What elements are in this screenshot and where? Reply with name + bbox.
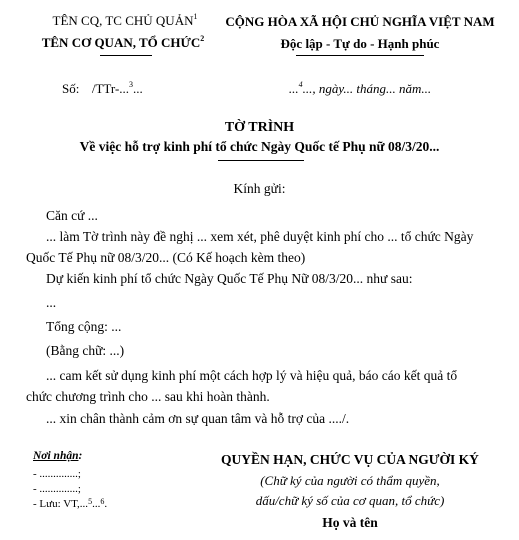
estimate-items [46, 296, 56, 310]
signer-authority [200, 453, 500, 467]
footnote-marker: 3 [129, 80, 134, 89]
thanks-text: ... xin chân thành cảm ơn sự quan tâm và hỗ trợ của ..../. [46, 411, 350, 426]
footnote-marker: 5 [88, 497, 93, 506]
recipient-item-text: - ..............; [33, 483, 81, 495]
archive-end: . [104, 498, 108, 510]
place-date-text: ..., ngày... tháng... năm... [302, 81, 432, 96]
recipients-colon: : [78, 450, 83, 462]
thanks-paragraph [46, 412, 349, 426]
in-words-text: (Bằng chữ: ...) [46, 343, 125, 358]
signature-note-2-text: dấu/chữ ký số của cơ quan, tổ chức) [255, 493, 445, 508]
footnote-marker: 1 [193, 12, 198, 21]
commit-line-2-text: chức chương trình cho ... sau khi hoàn thành. [26, 389, 270, 404]
country-name-text: CỘNG HÒA XÃ HỘI CHỦ NGHĨA VIỆT NAM [225, 14, 495, 29]
place-date-prefix: ... [288, 81, 299, 96]
estimate-paragraph [46, 272, 412, 286]
document-type-text: TỜ TRÌNH [224, 120, 295, 135]
document-subject-text: Về việc hỗ trợ kinh phí tổ chức Ngày Quốc tế Phụ nữ 08/3/20... [79, 139, 440, 154]
signature-note-2 [200, 494, 500, 507]
basis-text: Căn cứ ... [46, 208, 98, 223]
motto-text: Độc lập - Tự do - Hạnh phúc [280, 36, 440, 51]
basis-paragraph [46, 209, 98, 223]
archive-prefix: - Lưu: VT,... [33, 498, 89, 510]
doc-number-value: /TTr-... [91, 81, 130, 96]
signer-authority-text: QUYỀN HẠN, CHỨC VỤ CỦA NGƯỜI KÝ [221, 452, 479, 467]
estimate-items-text: ... [46, 295, 57, 310]
place-date [210, 82, 510, 95]
request-line-1 [46, 230, 473, 244]
recipient-item [33, 469, 81, 480]
footnote-marker: 4 [298, 80, 303, 89]
request-line-2 [26, 251, 305, 265]
document-type [0, 121, 519, 135]
archive-line [33, 499, 107, 510]
signer-name-text: Họ và tên [322, 515, 378, 530]
signer-name [200, 516, 500, 530]
salutation [0, 182, 519, 196]
motto-underline [296, 55, 424, 56]
footnote-marker: 6 [100, 497, 105, 506]
archive-mid: ... [92, 498, 101, 510]
signature-note-1 [200, 474, 500, 487]
total-text: Tổng cộng: ... [46, 319, 122, 334]
recipients-label-text: Nơi nhận [33, 450, 79, 462]
country-name [210, 15, 510, 28]
doc-number-suffix: ... [133, 81, 143, 96]
agency-parent [40, 14, 210, 27]
doc-number [62, 82, 143, 95]
agency-name-text: TÊN CƠ QUAN, TỔ CHỨC [41, 35, 201, 50]
recipient-item-text: - ..............; [33, 468, 81, 480]
in-words-line [46, 344, 124, 358]
commit-line-1 [46, 369, 457, 383]
estimate-text: Dự kiến kinh phí tổ chức Ngày Quốc Tế Phụ Nữ 08/3/20... như sau: [46, 271, 413, 286]
request-line-1-text: ... làm Tờ trình này đề nghị ... xem xét, phê duyệt kinh phí cho ... tổ chức Ngày [46, 229, 474, 244]
signature-note-1-text: (Chữ ký của người có thẩm quyền, [260, 473, 440, 488]
agency-name [28, 36, 218, 49]
total-line [46, 320, 121, 334]
agency-parent-text: TÊN CQ, TC CHỦ QUẢN [52, 13, 194, 28]
subject-underline [218, 160, 304, 161]
recipient-item [33, 484, 81, 495]
commit-line-2 [26, 390, 270, 404]
salutation-text: Kính gửi: [233, 181, 286, 196]
motto [210, 37, 510, 50]
footnote-marker: 2 [200, 34, 205, 43]
commit-line-1-text: ... cam kết sử dụng kinh phí một cách hợp lý và hiệu quả, báo cáo kết quả tổ [46, 368, 458, 383]
document-subject [0, 140, 519, 154]
doc-number-prefix: Số: [62, 81, 80, 96]
recipients-label [33, 451, 82, 463]
agency-underline [100, 55, 152, 56]
request-line-2-text: Quốc Tế Phụ nữ 08/3/20... (Có Kế hoạch kèm theo) [26, 250, 306, 265]
